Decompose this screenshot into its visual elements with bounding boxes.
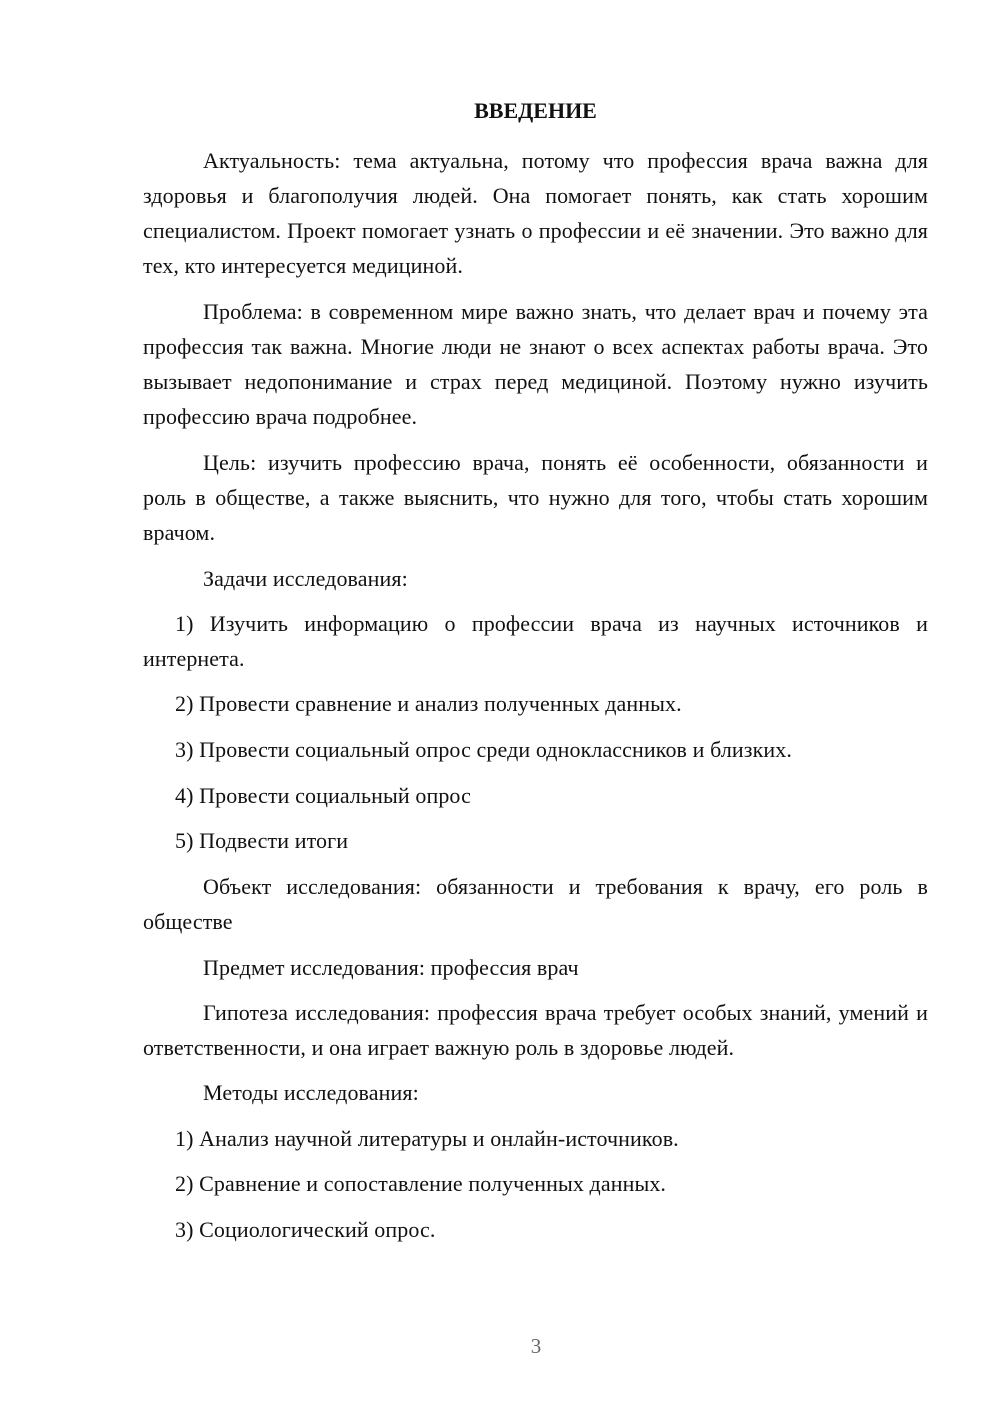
paragraph-problem: Проблема: в современном мире важно знать, что делает врач и почему эта профессия так важна. Многие люди не знают о всех аспектах работы врача. Это вызывает недопонимание и страх перед медициной. Поэтому нужно изучить профессию врача подробнее. xyxy=(143,299,928,429)
paragraph-goal: Цель: изучить профессию врача, понять её особенности, обязанности и роль в обществе, а также выяснить, что нужно для того, чтобы стать хорошим врачом. xyxy=(143,450,928,545)
paragraph-relevance: Актуальность: тема актуальна, потому что профессия врача важна для здоровья и благополучия людей. Она помогает понять, как стать хорошим специалистом. Проект помогает узнать о профессии и её значении. Это важно для тех, кто интересуется медициной. xyxy=(143,148,928,278)
paragraph-subject: Предмет исследования: профессия врач xyxy=(203,955,579,980)
paragraph-object: Объект исследования: обязанности и требования к врачу, его роль в обществе xyxy=(143,874,928,934)
method-item: 1) Анализ научной литературы и онлайн-источников. xyxy=(175,1126,679,1151)
method-item: 2) Сравнение и сопоставление полученных данных. xyxy=(175,1171,667,1196)
tasks-title: Задачи исследования: xyxy=(203,566,408,591)
task-item: 3) Провести социальный опрос среди одноклассников и близких. xyxy=(175,737,792,762)
task-item: 4) Провести социальный опрос xyxy=(175,783,471,808)
task-item: 5) Подвести итоги xyxy=(175,828,349,853)
page-heading: ВВЕДЕНИЕ xyxy=(474,98,597,123)
task-item: 1) Изучить информацию о профессии врача из научных источников и интернета. xyxy=(143,611,928,671)
method-item: 3) Социологический опрос. xyxy=(175,1217,436,1242)
paragraph-hypothesis: Гипотеза исследования: профессия врача требует особых знаний, умений и ответственности, и она играет важную роль в здоровье людей. xyxy=(143,1000,928,1060)
methods-title: Методы исследования: xyxy=(203,1080,419,1105)
task-item: 2) Провести сравнение и анализ полученных данных. xyxy=(175,691,682,716)
page-number: 3 xyxy=(530,1334,542,1358)
